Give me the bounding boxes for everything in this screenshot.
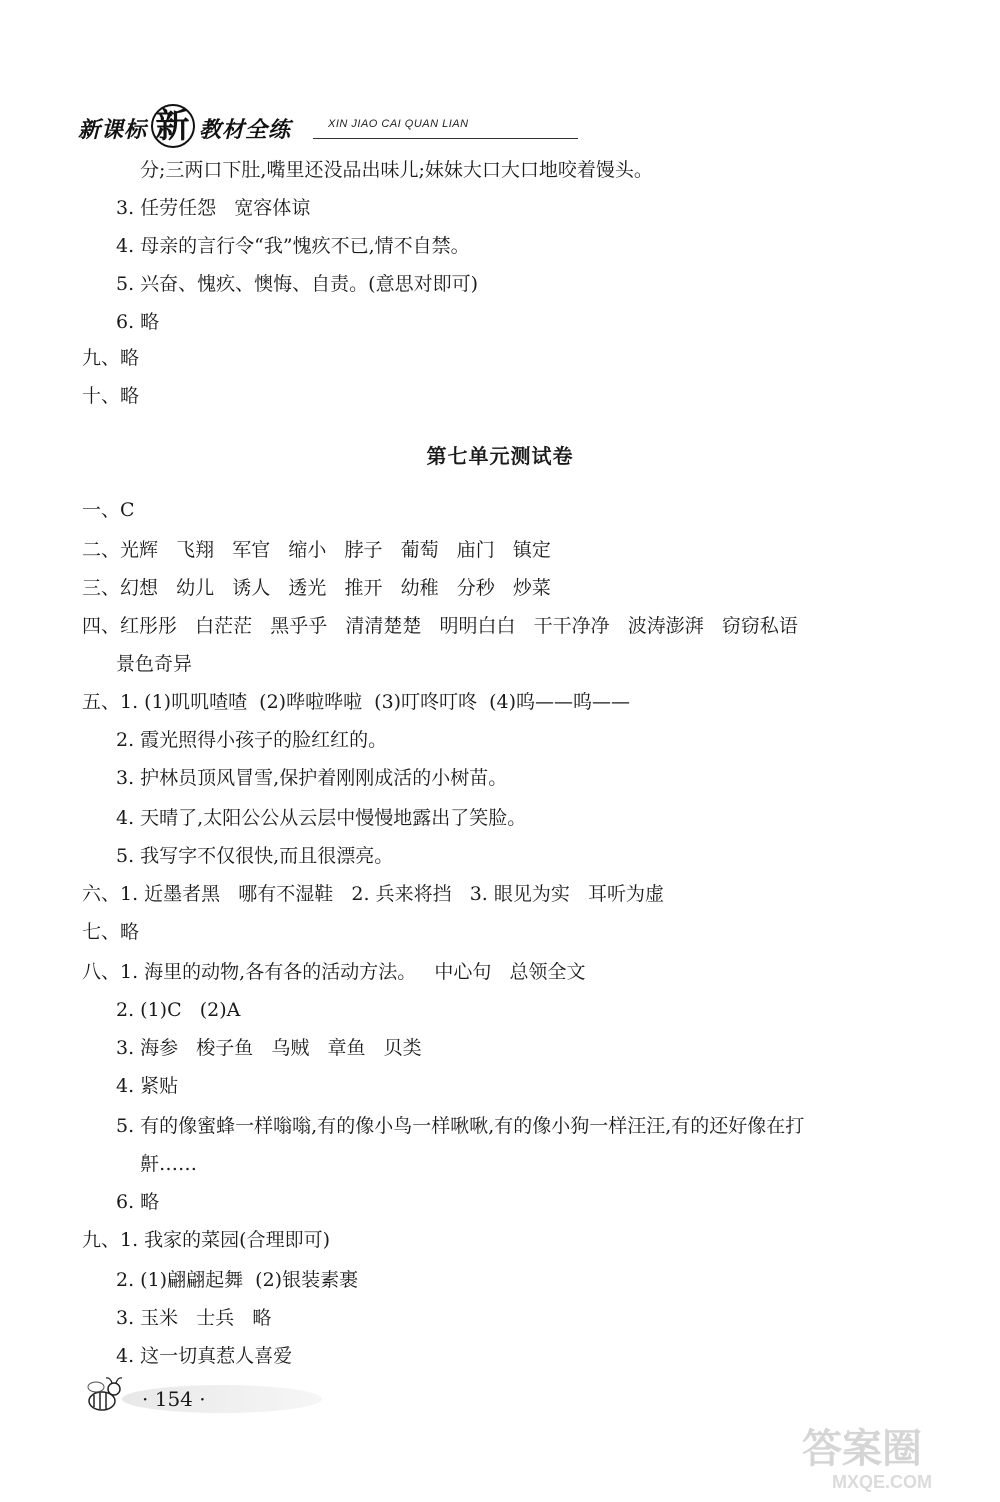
watermark-logo — [792, 1414, 982, 1494]
series-logo — [78, 104, 291, 148]
page-footer — [82, 1375, 252, 1415]
answer-line: 6. 略 — [116, 1191, 160, 1213]
answer-line: 3. 任劳任怨 宽容体谅 — [116, 197, 311, 219]
answer-line: 二、光辉 飞翔 军官 缩小 脖子 葡萄 庙门 镇定 — [82, 539, 551, 561]
answer-line: 分;三两口下肚,嘴里还没品出味儿;妹妹大口大口地咬着馒头。 — [140, 159, 653, 181]
answer-line: 六、1. 近墨者黑 哪有不湿鞋 2. 兵来将挡 3. 眼见为实 耳听为虚 — [82, 883, 664, 905]
svg-text:答案圈: 答案圈 — [802, 1426, 922, 1472]
answer-line: 2. 霞光照得小孩子的脸红红的。 — [116, 729, 388, 751]
series-pinyin: XIN JIAO CAI QUAN LIAN — [328, 118, 469, 130]
answer-line: 七、略 — [82, 921, 140, 943]
page-number: · 154 · — [142, 1387, 206, 1411]
logo-text-b: 教材全练 — [199, 118, 292, 143]
answer-line: 3. 护林员顶风冒雪,保护着刚刚成活的小树苗。 — [116, 767, 508, 789]
answer-line: 6. 略 — [116, 311, 160, 333]
answer-line: 4. 这一切真惹人喜爱 — [116, 1345, 293, 1367]
answer-line: 五、1. (1)叽叽喳喳 (2)哗啦哗啦 (3)叮咚叮咚 (4)呜——呜—— — [82, 691, 631, 713]
answer-line: 八、1. 海里的动物,各有各的活动方法。 中心句 总领全文 — [82, 961, 586, 983]
answer-line: 景色奇异 — [116, 653, 193, 675]
header-rule — [313, 138, 578, 139]
answer-line: 一、C — [82, 499, 135, 521]
answer-line: 十、略 — [82, 385, 140, 407]
answer-line: 九、略 — [82, 347, 140, 369]
answer-line: 4. 母亲的言行令“我”愧疚不已,情不自禁。 — [116, 235, 470, 257]
answer-line: 5. 有的像蜜蜂一样嗡嗡,有的像小鸟一样啾啾,有的像小狗一样汪汪,有的还好像在打 — [116, 1115, 805, 1137]
answer-line: 三、幻想 幼儿 诱人 透光 推开 幼稚 分秒 炒菜 — [82, 577, 551, 599]
answer-line: 3. 玉米 士兵 略 — [116, 1307, 272, 1329]
answer-line: 3. 海参 梭子鱼 乌贼 章鱼 贝类 — [116, 1037, 422, 1059]
svg-text:MXQE.COM: MXQE.COM — [832, 1472, 933, 1492]
answer-line: 2. (1)翩翩起舞 (2)银装素裹 — [116, 1269, 359, 1291]
section-title: 第七单元测试卷 — [426, 444, 574, 468]
answer-line: 鼾…… — [140, 1153, 198, 1175]
answer-line: 2. (1)C (2)A — [116, 999, 241, 1021]
answer-line: 九、1. 我家的菜园(合理即可) — [82, 1229, 330, 1251]
answer-line: 四、红彤彤 白茫茫 黑乎乎 清清楚楚 明明白白 干干净净 波涛澎湃 窃窃私语 — [82, 615, 798, 637]
logo-text-big: 新 — [151, 104, 195, 148]
answer-line: 4. 天晴了,太阳公公从云层中慢慢地露出了笑脸。 — [116, 807, 527, 829]
answer-line: 5. 我写字不仅很快,而且很漂亮。 — [116, 845, 394, 867]
logo-text-a: 新课标 — [78, 118, 148, 143]
answer-line: 5. 兴奋、愧疚、懊悔、自责。(意思对即可) — [116, 273, 478, 295]
bee-icon — [82, 1375, 126, 1415]
book-header — [78, 104, 498, 150]
answer-line: 4. 紧贴 — [116, 1075, 179, 1097]
